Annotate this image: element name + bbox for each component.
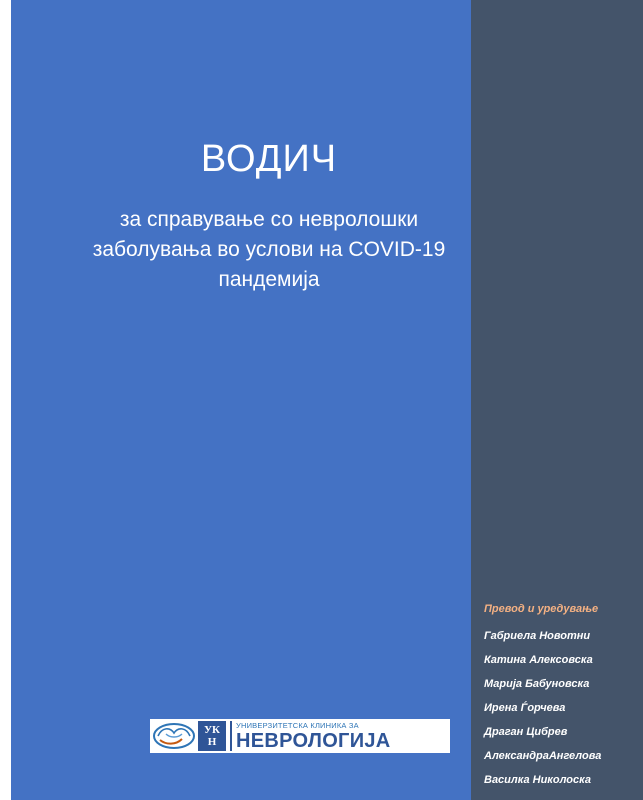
clinic-logo — [150, 719, 450, 753]
logo-divider — [230, 721, 232, 751]
clinic-logo-mark — [198, 721, 226, 751]
credit-name: Габриела Новотни — [484, 630, 591, 642]
logo-small-text: УНИВЕРЗИТЕТСКА КЛИНИКА ЗА — [236, 720, 359, 730]
subtitle-line: заболувања во услови на COVID-19 — [92, 238, 446, 261]
cover-blue-panel — [11, 0, 471, 800]
logo-big-text: НЕВРОЛОГИЈА — [236, 729, 391, 752]
logo-mark-bottom: Н — [207, 736, 217, 748]
credit-name: Василка Николоска — [484, 774, 591, 786]
credits-heading: Превод и уредување — [484, 603, 599, 615]
credits-block — [484, 600, 639, 792]
credit-name: Катина Алексовска — [484, 654, 593, 666]
brain-icon — [150, 719, 198, 753]
cover-subtitle — [11, 205, 527, 295]
credit-name: Марија Бабуновска — [484, 678, 590, 690]
logo-mark-top: УК — [203, 724, 221, 736]
subtitle-line: за справување со невролошки — [119, 208, 419, 231]
logo-text — [236, 721, 391, 752]
credit-name: Драган Цибрев — [484, 726, 568, 738]
credit-name: Ирена Ѓорчева — [484, 702, 566, 714]
subtitle-line: пандемија — [218, 268, 320, 291]
credit-name: АлександраАнгелова — [484, 750, 602, 762]
cover-title: ВОДИЧ — [200, 138, 338, 180]
